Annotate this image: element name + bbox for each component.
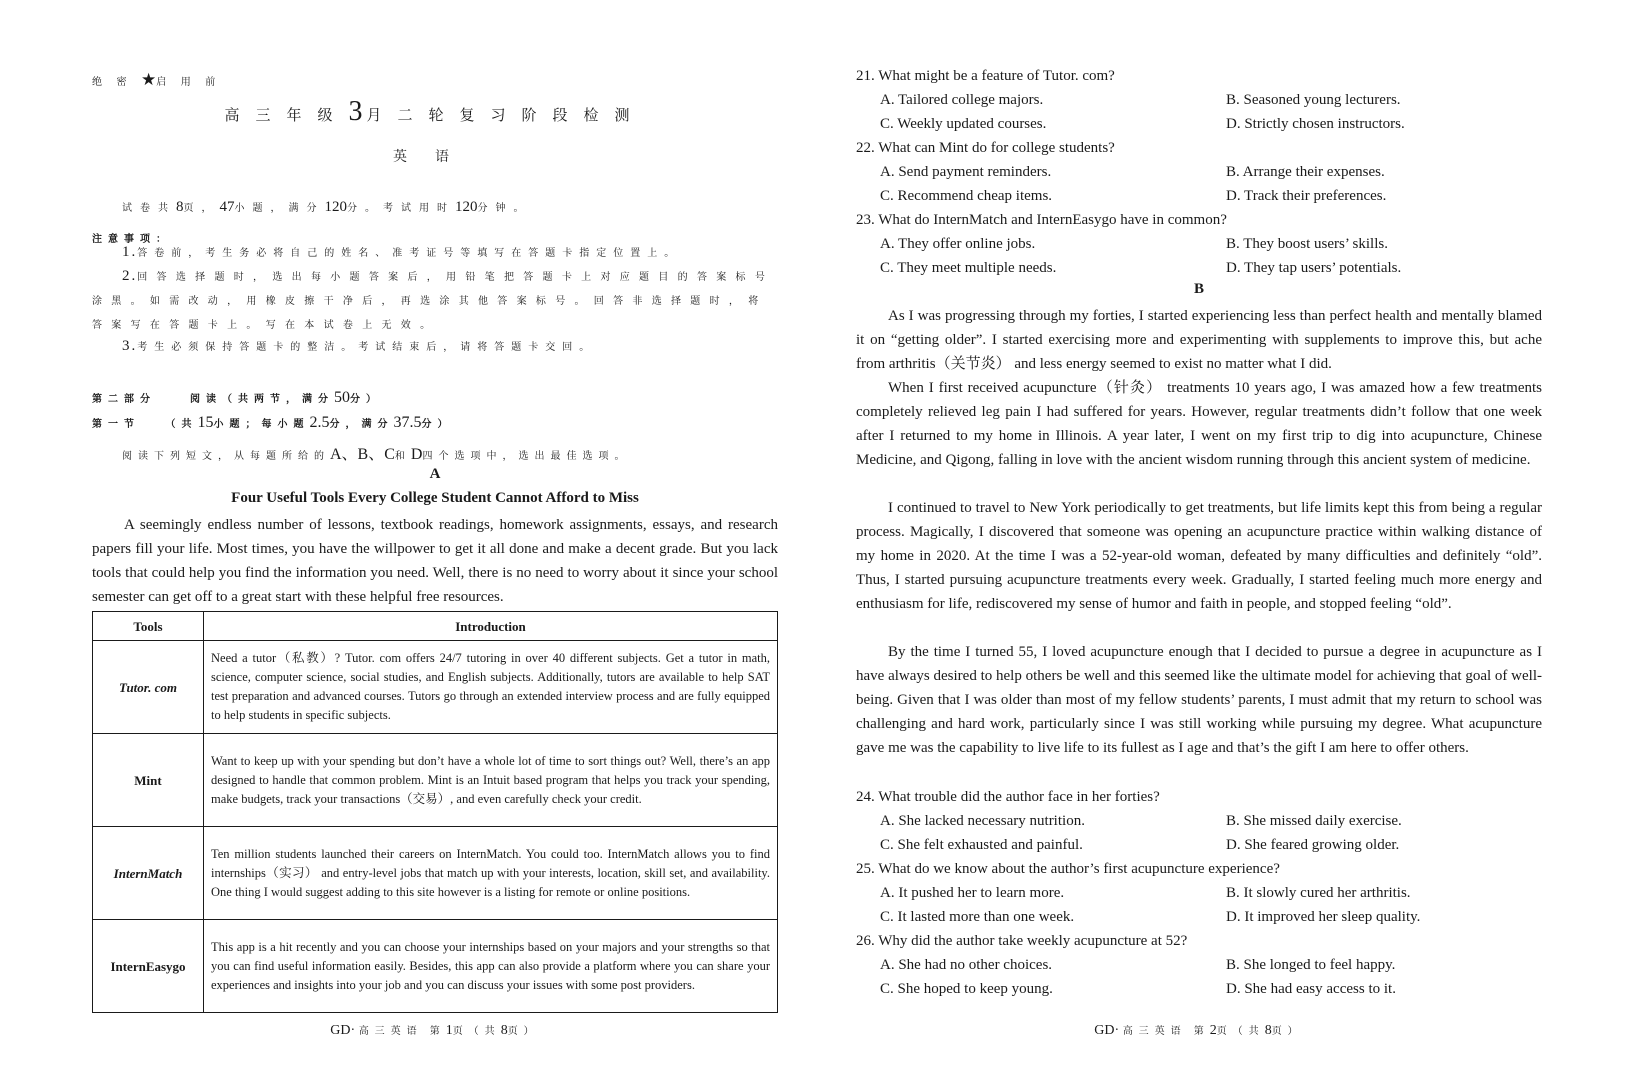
section-letter-b: B [1193, 281, 1204, 297]
tools-table [92, 611, 778, 1013]
passage-paragraph-3: I continued to travel to New York periodically to get treatments, but life limits kept this from being a regular process. Magically, I discovered that someone was opening an acupuncture practice within walking distance of my home in 2020. At the time I was a 52-year-old woman, defeated by many difficulties and definitely “old”. Thus, I started pursuing acupuncture treatments every week. Gradually, I started feeling much more energy and enthusiasm for life, rediscovered my sense of humor and faith in people, and stopped feeling “old”. [856, 500, 1542, 612]
option-c: C. It lasted more than one week. [880, 909, 1075, 925]
option-a: A. They offer online jobs. [880, 236, 1036, 252]
option-b: B. Arrange their expenses. [1226, 164, 1385, 180]
notice-heading: 注意事项： [92, 234, 172, 245]
confidential-text: 绝 密 [92, 77, 133, 88]
intro-paragraph: A seemingly endless number of lessons, textbook readings, homework assignments, essays, and research papers fill your life. Most times, you have the willpower to get it all done and make a decent grade. But you lack tools that could help you find the information you need. Well, there is no need to worry about it since your school semester can get off to a great start with these helpful free resources. [92, 517, 778, 605]
option-c: C. They meet multiple needs. [880, 260, 1057, 276]
question-stem: 25. What do we know about the author’s first acupuncture experience? [856, 861, 1280, 877]
option-d: D. They tap users’ potentials. [1226, 260, 1402, 276]
reading-directions: 阅读下列短文，从每题所给的A、B、C和D四个选项中，选出最佳选项。 [122, 446, 631, 463]
tool-intro: Need a tutor（私教）? Tutor. com offers 24/7 tutoring in over 40 different subjects. Get a tutor in math, science, computer science, social studies, and English subjects. Additionally, tutors are available to help SAT test preparation and advanced courses. Tutors go through an extended interview process and are fully equipped to help students in specific subjects. [204, 641, 778, 734]
option-c: C. She felt exhausted and painful. [880, 837, 1083, 853]
tool-name: InternMatch [93, 827, 204, 920]
passage-paragraph-4: By the time I turned 55, I loved acupuncture enough that I decided to pursue a degree in acupuncture as I have always desired to help others be well and this seemed like the ultimate model for achieving that goal of well-being. Given that I was older than most of my fellow students’ parents, I must admit that my return to school was challenging and hard work, particularly since I was still working while pursuing my degree. What acupuncture gave me was the capability to live life to its fullest as I age and that’s the gift I am here to offer others. [856, 644, 1542, 756]
subject-title: 英语 [393, 150, 477, 165]
option-b: B. It slowly cured her arthritis. [1226, 885, 1411, 901]
passage-title: Four Useful Tools Every College Student Cannot Afford to Miss [231, 490, 639, 506]
tool-intro: Ten million students launched their careers on InternMatch. You could too. InternMatch allows you to find internships（实习） and entry-level jobs that match up with your interests, location, skill set, and availability. One thing I would suggest adding to this site however is a listing for remote or online positions. [204, 827, 778, 920]
option-d: D. She feared growing older. [1226, 837, 1400, 853]
before-use-text: 启 用 前 [156, 77, 222, 88]
option-b: B. They boost users’ skills. [1226, 236, 1388, 252]
option-c: C. She hoped to keep young. [880, 981, 1053, 997]
option-a: A. Send payment reminders. [880, 164, 1052, 180]
option-a: A. It pushed her to learn more. [880, 885, 1065, 901]
header-introduction: Introduction [204, 612, 778, 641]
option-c: C. Recommend cheap items. [880, 188, 1053, 204]
tool-intro: This app is a hit recently and you can choose your internships based on your majors and your strengths so that you can find useful information easily. Besides, this app can also provide a platform where you can share your experiences and insights into your job and you can discuss your issues with some post providers. [204, 920, 778, 1013]
notice-item-1: 1.答卷前，考生务必将自己的姓名、准考证号等填写在答题卡指定位置上。 [122, 244, 682, 260]
table-row [93, 920, 778, 1013]
option-a: A. She lacked necessary nutrition. [880, 813, 1085, 829]
table-header-row [93, 612, 778, 641]
tool-name: Tutor. com [93, 641, 204, 734]
header-tools: Tools [93, 612, 204, 641]
option-d: D. Track their preferences. [1226, 188, 1387, 204]
table-row [93, 641, 778, 734]
exam-info: 试卷共8页，47小题，满分120分。考试用时120分钟。 [122, 199, 532, 215]
exam-title: 高三年级3月二轮复习阶段检测 [224, 96, 646, 127]
exam-page-2 [856, 0, 1542, 1079]
section-letter-a: A [429, 466, 441, 482]
option-d: D. It improved her sleep quality. [1226, 909, 1421, 925]
page-footer: GD· 高三英语 第2页（共8页） [1094, 1023, 1304, 1038]
question-stem: 23. What do InternMatch and InternEasygo have in common? [856, 212, 1227, 228]
question-stem: 22. What can Mint do for college students? [856, 140, 1115, 156]
option-b: B. Seasoned young lecturers. [1226, 92, 1401, 108]
option-a: A. Tailored college majors. [880, 92, 1044, 108]
question-stem: 26. Why did the author take weekly acupuncture at 52? [856, 933, 1188, 949]
page-footer: GD· 高三英语 第1页（共8页） [330, 1023, 540, 1038]
tool-name: InternEasygo [93, 920, 204, 1013]
star-icon: ★ [141, 70, 157, 89]
option-b: B. She missed daily exercise. [1226, 813, 1402, 829]
confidential-mark [92, 70, 221, 90]
notice-item-2: 2.回答选择题时，选出每小题答案后，用铅笔把答题卡上对应题目的答案标号涂黑。如需改动，用橡皮擦干净后，再选涂其他答案标号。回答非选择题时，将答案写在答题卡上。写在本试卷上无效。 [92, 268, 775, 331]
section-one-heading: 第一节 （共15小题；每小题2.5分，满分37.5分） [92, 414, 454, 431]
exam-page-1 [92, 0, 778, 1079]
option-d: D. Strictly chosen instructors. [1226, 116, 1405, 132]
table-row [93, 734, 778, 827]
passage-paragraph-1: As I was progressing through my forties, I started experiencing less than perfect health and mentally blamed it on “getting older”. I started exercising more and experimenting with supplements to improve this, but ache from arthritis（关节炎） and less energy seemed to exist no matter what I did. [856, 308, 1542, 372]
question-stem: 24. What trouble did the author face in her forties? [856, 789, 1160, 805]
option-a: A. She had no other choices. [880, 957, 1053, 973]
tool-name: Mint [93, 734, 204, 827]
table-row [93, 827, 778, 920]
question-stem: 21. What might be a feature of Tutor. com? [856, 68, 1115, 84]
option-d: D. She had easy access to it. [1226, 981, 1396, 997]
option-c: C. Weekly updated courses. [880, 116, 1047, 132]
passage-paragraph-2: When I first received acupuncture（针灸） treatments 10 years ago, I was amazed how a few treatments completely relieved leg pain I had suffered for years. However, regular treatments didn’t follow that one week after I returned to my home in Illinois. A year later, I went on my first trip to dig into acupuncture, Chinese Medicine, and Qigong, falling in love with the ancient wisdom running through this ancient system of medicine. [856, 380, 1542, 468]
tool-intro: Want to keep up with your spending but don’t have a whole lot of time to sort things out? Well, there’s an app designed to handle that common problem. Mint is an Intuit based program that helps you track your spending, make budgets, track your transactions（交易）, and even carefully check your credit. [204, 734, 778, 827]
part-two-heading: 第二部分 阅读（共两节，满分50分） [92, 389, 382, 406]
notice-item-3: 3.考生必须保持答题卡的整洁。考试结束后，请将答题卡交回。 [122, 338, 597, 354]
option-b: B. She longed to feel happy. [1226, 957, 1396, 973]
